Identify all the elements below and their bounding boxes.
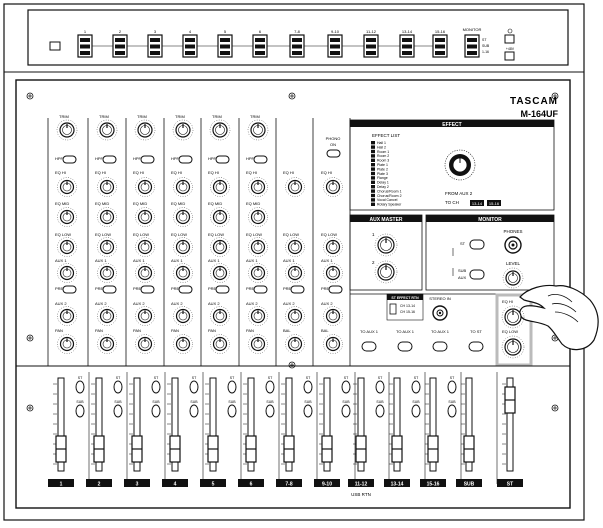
fader-sub-label: SUB <box>266 400 274 404</box>
pre-label: PRE <box>133 286 142 291</box>
eq-low-label: EQ LOW <box>133 232 150 237</box>
pre-button[interactable] <box>329 286 342 293</box>
top-monitor-label: MONITOR <box>462 27 482 32</box>
aux2-label: AUX 2 <box>208 301 220 306</box>
aux2-label: AUX 2 <box>283 301 295 306</box>
eq-mid-label: EQ MID <box>55 201 70 206</box>
monitor-source-option: 1-16 <box>482 50 490 54</box>
pan-label: PAN <box>95 328 103 333</box>
eq-hi-label: EQ HI <box>321 170 332 175</box>
top-channel-label: 7-8 <box>294 29 300 34</box>
pan-label: PAN <box>246 328 254 333</box>
eq-low-label: EQ LOW <box>208 232 225 237</box>
strip-label: 4 <box>173 481 177 488</box>
pan-label: PAN <box>133 328 141 333</box>
effect-number-badge <box>371 172 375 175</box>
fader-sub-label: SUB <box>228 400 236 404</box>
fader-sub-button[interactable] <box>266 405 274 417</box>
fader-sub-label: SUB <box>412 400 420 404</box>
fader-sub-button[interactable] <box>448 405 456 417</box>
phantom-power-switch[interactable] <box>505 52 514 60</box>
strip-label: 2 <box>97 481 101 488</box>
effect-list-item: Room 1 <box>377 149 390 154</box>
pre-button[interactable] <box>254 286 267 293</box>
effect-list-item: Room 2 <box>377 154 390 159</box>
monitor-sub-button[interactable] <box>470 270 484 279</box>
aux1-label: AUX 1 <box>321 258 333 263</box>
effect-list-title: EFFECT LIST <box>372 133 401 138</box>
eq-low-label: EQ LOW <box>246 232 263 237</box>
strip-label: ST <box>506 481 514 488</box>
routing-switch[interactable] <box>218 35 232 57</box>
routing-switch[interactable] <box>364 35 378 57</box>
eq-hi-label: EQ HI <box>95 170 106 175</box>
strip-label: 15-16 <box>426 481 440 488</box>
fader-st-label: ST <box>343 376 349 380</box>
usb-rtn-label: USB RTN <box>351 492 371 497</box>
aux1-label: AUX 1 <box>246 258 258 263</box>
eq-low-label: EQ LOW <box>95 232 112 237</box>
fader-sub-button[interactable] <box>228 405 236 417</box>
master-eq-low-label: EQ LOW <box>502 329 519 334</box>
return-route-label: TO AUX 1 <box>396 329 414 334</box>
eq-mid-label: EQ MID <box>208 201 223 206</box>
effect-number-badge <box>371 154 375 157</box>
fader-st-button[interactable] <box>304 381 312 393</box>
fader-sub-button[interactable] <box>304 405 312 417</box>
st-effect-rtn-title: ST EFFECT RTN <box>391 296 419 300</box>
effect-number-badge <box>371 198 375 201</box>
fader-sub-label: SUB <box>152 400 160 404</box>
fader-sub-button[interactable] <box>76 405 84 417</box>
pre-label: PRE <box>321 286 330 291</box>
trim-label: TRIM <box>99 114 109 119</box>
pan-label: PAN <box>208 328 216 333</box>
effect-list-item: Plate 2 <box>377 167 388 172</box>
aux2-label: AUX 2 <box>321 301 333 306</box>
level-label: LEVEL <box>505 261 521 266</box>
screw-icon <box>27 93 33 99</box>
fader-st-label: ST <box>191 376 197 380</box>
phones-jack[interactable] <box>505 237 521 253</box>
return-route-button[interactable] <box>469 342 483 351</box>
pre-button[interactable] <box>141 286 154 293</box>
top-channel-label: 6 <box>258 29 262 34</box>
effect-list-item: Hall 2 <box>377 145 386 150</box>
fader-sub-button[interactable] <box>342 405 350 417</box>
screw-icon <box>289 362 295 368</box>
aux1-label: AUX 1 <box>171 258 183 263</box>
aux2-label: AUX 2 <box>246 301 258 306</box>
fader-st-label: ST <box>377 376 383 380</box>
effect-number-badge <box>371 145 375 148</box>
monitor-st-button[interactable] <box>470 240 484 249</box>
strip-label: 3 <box>135 481 139 488</box>
effect-to-1314-label: 13-14 <box>471 201 483 206</box>
effect-number-badge <box>371 141 375 144</box>
hpf-label: HPF <box>208 156 216 161</box>
hpf-label: HPF <box>133 156 141 161</box>
fader-st-label: ST <box>267 376 273 380</box>
effect-number-badge <box>371 181 375 184</box>
fader-st-label: ST <box>449 376 455 380</box>
hpf-button[interactable] <box>179 156 192 163</box>
fader-sub-button[interactable] <box>114 405 122 417</box>
pan-label: BAL <box>321 328 329 333</box>
pre-button[interactable] <box>179 286 192 293</box>
pre-label: PRE <box>171 286 180 291</box>
routing-switch[interactable] <box>183 35 197 57</box>
fader-sub-label: SUB <box>342 400 350 404</box>
top-channel-label: 4 <box>188 29 192 34</box>
strip-label: 1 <box>59 481 63 488</box>
aux1-label: AUX 1 <box>283 258 295 263</box>
aux2-label: AUX 2 <box>133 301 145 306</box>
routing-switch[interactable] <box>148 35 162 57</box>
effect-number-badge <box>371 163 375 166</box>
trim-label: TRIM <box>59 114 69 119</box>
aux1-label: AUX 1 <box>95 258 107 263</box>
eq-hi-label: EQ HI <box>133 170 144 175</box>
hpf-label: HPF <box>55 156 63 161</box>
fader-sub-button[interactable] <box>412 405 420 417</box>
top-channel-label: 13-14 <box>401 29 413 34</box>
st-effect-rtn-switch[interactable] <box>390 304 396 314</box>
st-effect-rtn-opt1: CH 13-14 <box>400 304 415 308</box>
effect-list-item: Delay 1 <box>377 180 389 185</box>
pre-button[interactable] <box>291 286 304 293</box>
strip-label: 9-10 <box>321 481 333 488</box>
fader-st-button[interactable] <box>152 381 160 393</box>
eq-low-label: EQ LOW <box>321 232 338 237</box>
fader-sub-label: SUB <box>376 400 384 404</box>
effect-number-badge <box>371 176 375 179</box>
fader-st-button[interactable] <box>190 381 198 393</box>
stereo-in-label: STEREO IN <box>429 296 451 301</box>
eq-hi-label: EQ HI <box>55 170 66 175</box>
fader-st-button[interactable] <box>228 381 236 393</box>
pan-label: BAL <box>283 328 291 333</box>
eq-hi-label: EQ HI <box>171 170 182 175</box>
eq-hi-label: EQ HI <box>283 170 294 175</box>
routing-switch[interactable] <box>253 35 267 57</box>
trim-label: TRIM <box>175 114 185 119</box>
top-channel-label: 2 <box>118 29 122 34</box>
screw-icon <box>27 335 33 341</box>
trim-label: TRIM <box>212 114 222 119</box>
return-route-button[interactable] <box>398 342 412 351</box>
pre-label: PRE <box>246 286 255 291</box>
screw-icon <box>27 405 33 411</box>
effect-list-item: Rotary Speaker <box>377 202 402 207</box>
fader-st-button[interactable] <box>76 381 84 393</box>
eq-hi-label: EQ HI <box>246 170 257 175</box>
routing-switch[interactable] <box>328 35 342 57</box>
eq-mid-label: EQ MID <box>171 201 186 206</box>
hpf-button[interactable] <box>254 156 267 163</box>
return-route-label: TO AUX 1 <box>431 329 449 334</box>
fader-st-button[interactable] <box>448 381 456 393</box>
hpf-label: HPF <box>171 156 179 161</box>
aux2-label: AUX 2 <box>95 301 107 306</box>
routing-switch[interactable] <box>78 35 92 57</box>
fader-sub-label: SUB <box>190 400 198 404</box>
fader-st-label: ST <box>229 376 235 380</box>
brand-logo: TASCAM <box>509 96 558 107</box>
return-route-label: TO AUX 1 <box>360 329 378 334</box>
effect-number-badge <box>371 167 375 170</box>
effect-list-item: Plate 1 <box>377 163 388 167</box>
fader-sub-button[interactable] <box>190 405 198 417</box>
fader-st-label: ST <box>305 376 311 380</box>
effect-number-badge <box>371 203 375 206</box>
aux1-label: AUX 1 <box>133 258 145 263</box>
routing-switch[interactable] <box>433 35 447 57</box>
phono-button[interactable] <box>327 150 340 157</box>
monitor-title: MONITOR <box>478 217 502 223</box>
top-channel-label: 3 <box>153 29 157 34</box>
aux2-label: AUX 2 <box>171 301 183 306</box>
aux1-label: AUX 1 <box>208 258 220 263</box>
effect-list-item: Delay 2 <box>377 185 389 189</box>
effect-list-item: Hall 1 <box>377 141 386 145</box>
top-channel-label: 1 <box>83 29 87 34</box>
trim-label: TRIM <box>137 114 147 119</box>
return-route-label: TO ST <box>470 329 482 334</box>
fader-st-button[interactable] <box>266 381 274 393</box>
fader-st-label: ST <box>77 376 83 380</box>
effect-list-item: Chorus/Room 2 <box>377 193 402 198</box>
stereo-in-jack[interactable] <box>433 306 447 320</box>
hpf-button[interactable] <box>216 156 229 163</box>
top-channel-label: 9-10 <box>330 29 340 34</box>
routing-switch[interactable] <box>290 35 304 57</box>
eq-mid-label: EQ MID <box>246 201 261 206</box>
pan-label: PAN <box>171 328 179 333</box>
pan-label: PAN <box>55 328 63 333</box>
pre-label: PRE <box>55 286 64 291</box>
fader-st-button[interactable] <box>114 381 122 393</box>
effect-to-1516-label: 15-16 <box>488 201 500 206</box>
brand-model: M-164UF <box>520 109 558 119</box>
strip-label: SUB <box>463 481 475 488</box>
monitor-source-option: ST <box>482 38 487 42</box>
effect-title: EFFECT <box>442 122 462 128</box>
fader-st-label: ST <box>115 376 121 380</box>
return-route-button[interactable] <box>362 342 376 351</box>
pre-button[interactable] <box>63 286 76 293</box>
power-switch[interactable] <box>505 35 514 43</box>
routing-switch[interactable] <box>400 35 414 57</box>
fader-sub-label: SUB <box>448 400 456 404</box>
effect-list-item: Vocal Cancel <box>377 198 398 203</box>
top-channel-label: 15-16 <box>434 29 446 34</box>
pre-button[interactable] <box>103 286 116 293</box>
fader-st-button[interactable] <box>342 381 350 393</box>
strip-label: 11-12 <box>354 481 368 488</box>
fader-sub-button[interactable] <box>376 405 384 417</box>
eq-low-label: EQ LOW <box>55 232 72 237</box>
effect-list-item: Plate 3 <box>377 171 388 176</box>
hpf-button[interactable] <box>141 156 154 163</box>
eq-low-label: EQ LOW <box>171 232 188 237</box>
top-channel-label: 5 <box>223 29 227 34</box>
aux-master-label-2: 2 <box>372 260 375 265</box>
effect-number-badge <box>371 194 375 197</box>
effect-list-item: Room 3 <box>377 158 390 163</box>
screw-icon <box>552 405 558 411</box>
pre-button[interactable] <box>216 286 229 293</box>
phones-label: PHONES <box>503 229 523 234</box>
aux-master-label-1: 1 <box>372 232 375 237</box>
monitor-sub-label: SUB <box>458 268 467 273</box>
monitor-aux-label: AUX <box>458 275 467 280</box>
fader-sub-label: SUB <box>114 400 122 404</box>
aux1-label: AUX 1 <box>55 258 67 263</box>
st-effect-rtn-opt2: CH 15-16 <box>400 310 415 314</box>
hpf-label: HPF <box>95 156 103 161</box>
phantom-power-label: +48V <box>505 47 515 51</box>
fader-st-label: ST <box>153 376 159 380</box>
eq-mid-label: EQ MID <box>95 201 110 206</box>
trim-label: TRIM <box>250 114 260 119</box>
strip-label: 7-8 <box>285 481 293 488</box>
usb-port-icon <box>50 42 60 50</box>
aux-master-title: AUX MASTER <box>369 217 403 223</box>
fader-st-label: ST <box>413 376 419 380</box>
aux2-label: AUX 2 <box>55 301 67 306</box>
monitor-st-label: ST <box>460 241 466 246</box>
fader-sub-label: SUB <box>304 400 312 404</box>
routing-switch[interactable] <box>113 35 127 57</box>
top-channel-label: 11-12 <box>366 29 376 34</box>
fader-st-button[interactable] <box>376 381 384 393</box>
screw-icon <box>289 93 295 99</box>
fader-st-button[interactable] <box>412 381 420 393</box>
hpf-label: HPF <box>246 156 254 161</box>
strip-label: 6 <box>249 481 253 488</box>
monitor-source-option: SUB <box>482 44 490 48</box>
effect-number-badge <box>371 185 375 188</box>
fader-sub-label: SUB <box>76 400 84 404</box>
pre-label: PRE <box>95 286 104 291</box>
eq-low-label: EQ LOW <box>283 232 300 237</box>
hpf-button[interactable] <box>103 156 116 163</box>
effect-from-label: FROM AUX 2 <box>445 191 473 196</box>
phono-on-label: ON <box>330 142 336 147</box>
eq-mid-label: EQ MID <box>133 201 148 206</box>
return-route-button[interactable] <box>433 342 447 351</box>
strip-label: 13-14 <box>390 481 404 488</box>
phono-label: PHONO <box>325 136 341 141</box>
effect-number-badge <box>371 159 375 162</box>
master-eq-hi-label: EQ HI <box>502 299 513 304</box>
effect-list-item: Flange <box>377 176 388 181</box>
monitor-source-switch[interactable] <box>465 35 479 57</box>
effect-to-label: TO CH <box>445 200 459 205</box>
effect-number-badge <box>371 150 375 153</box>
effect-list-item: Chorus/Room 1 <box>377 189 402 194</box>
pre-label: PRE <box>208 286 217 291</box>
pre-label: PRE <box>283 286 292 291</box>
eq-hi-label: EQ HI <box>208 170 219 175</box>
fader-sub-button[interactable] <box>152 405 160 417</box>
hpf-button[interactable] <box>63 156 76 163</box>
effect-number-badge <box>371 189 375 192</box>
strip-label: 5 <box>211 481 215 488</box>
